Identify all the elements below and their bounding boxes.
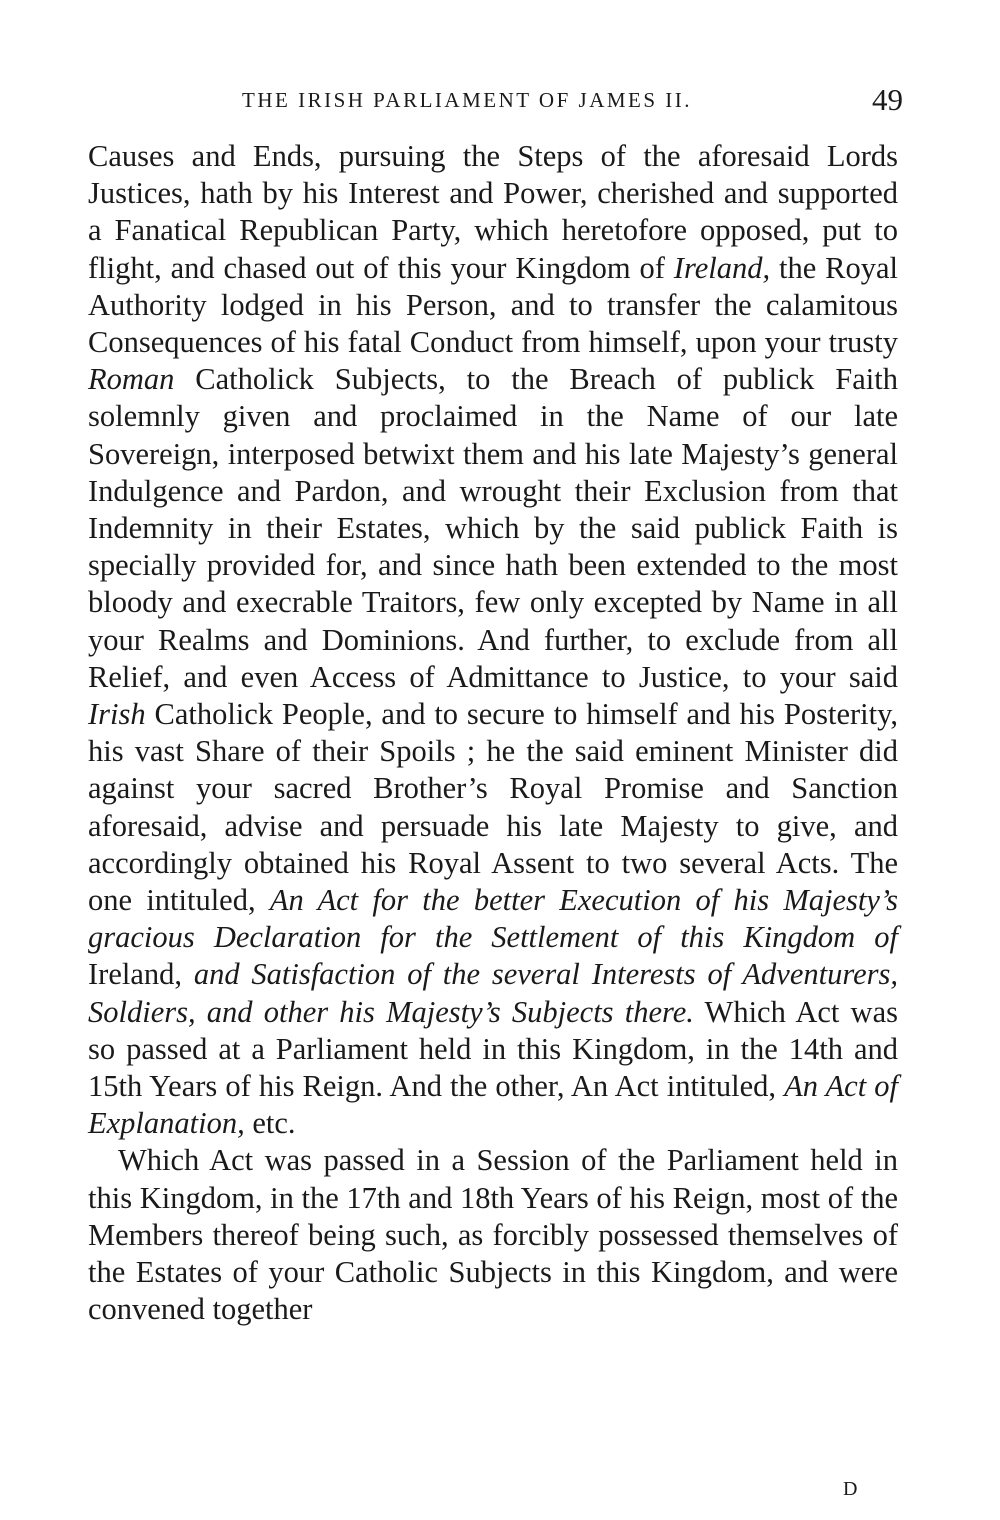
- italic-text-run: and Satisfaction of the several Interests of Adventurers, Soldiers, and other his Majesty’s Subjects there.: [88, 957, 898, 1029]
- text-run: Which Act was so passed at a Parliament held in this Kingdom, in the 14th and 15th Years of his Reign. And the other, An Act intituled,: [88, 994, 898, 1104]
- text-run: Catholick Subjects, to the Breach of publick Faith solemnly given and proclaimed in the Name of our late Sovereign, interposed betwixt them and his late Majesty’s general Indulgence and Pardon, and wrought their Exclusion from that Indemnity in their Estates, which by the said publick Faith is specially provided for, and since hath been extended to the most bloody and execrable Traitors, few only excepted by Name in all your Realms and Dominions. And further, to exclude from all Relief, and even Access of Admittance to Justice, to your said: [88, 362, 898, 694]
- italic-text-run: Ireland,: [673, 250, 771, 285]
- italic-text-run: An Act of Explanation,: [88, 1069, 898, 1141]
- paragraph-2: [88, 1142, 898, 1328]
- text-run: Which Act was passed in a Session of the Parliament held in this Kingdom, in the 17th and 18th Years of his Reign, most of the Members thereof being such, as forcibly possessed themselves of the Estates of your Catholic Subjects in this Kingdom, and were convened together: [88, 1143, 898, 1327]
- page-number: 49: [872, 82, 903, 117]
- text-run: etc.: [244, 1106, 296, 1141]
- italic-text-run: Roman: [88, 362, 175, 397]
- running-title: THE IRISH PARLIAMENT OF JAMES II.: [242, 88, 693, 112]
- text-run: the Royal Authority lodged in his Person, and to transfer the calamitous Consequences of his fatal Conduct from himself, upon your trusty: [88, 250, 898, 360]
- body-text: [88, 138, 898, 1329]
- italic-text-run: Irish: [88, 697, 146, 732]
- italic-text-run: An Act for the better Execution of his Majesty’s gracious Declaration for the Settlement of this Kingdom of: [88, 883, 898, 955]
- text-run: Causes and Ends, pursuing the Steps of the aforesaid Lords Justices, hath by his Interest and Power, cherished and supported a Fanatical Republican Party, which heretofore opposed, put to flight, and chased out of this your Kingdom of: [88, 139, 898, 285]
- text-run: Ireland,: [88, 957, 194, 992]
- text-run: Catholick People, and to secure to himself and his Posterity, his vast Share of their Spoils ; he the said eminent Minister did against your sacred Brother’s Royal Promise and Sanction aforesaid, advise and persuade his late Majesty to give, and accordingly obtained his Royal Assent to two several Acts. The one intituled,: [88, 697, 898, 918]
- page-header: [88, 82, 903, 122]
- signature-mark: D: [843, 1478, 859, 1500]
- paragraph-1: [88, 138, 898, 1142]
